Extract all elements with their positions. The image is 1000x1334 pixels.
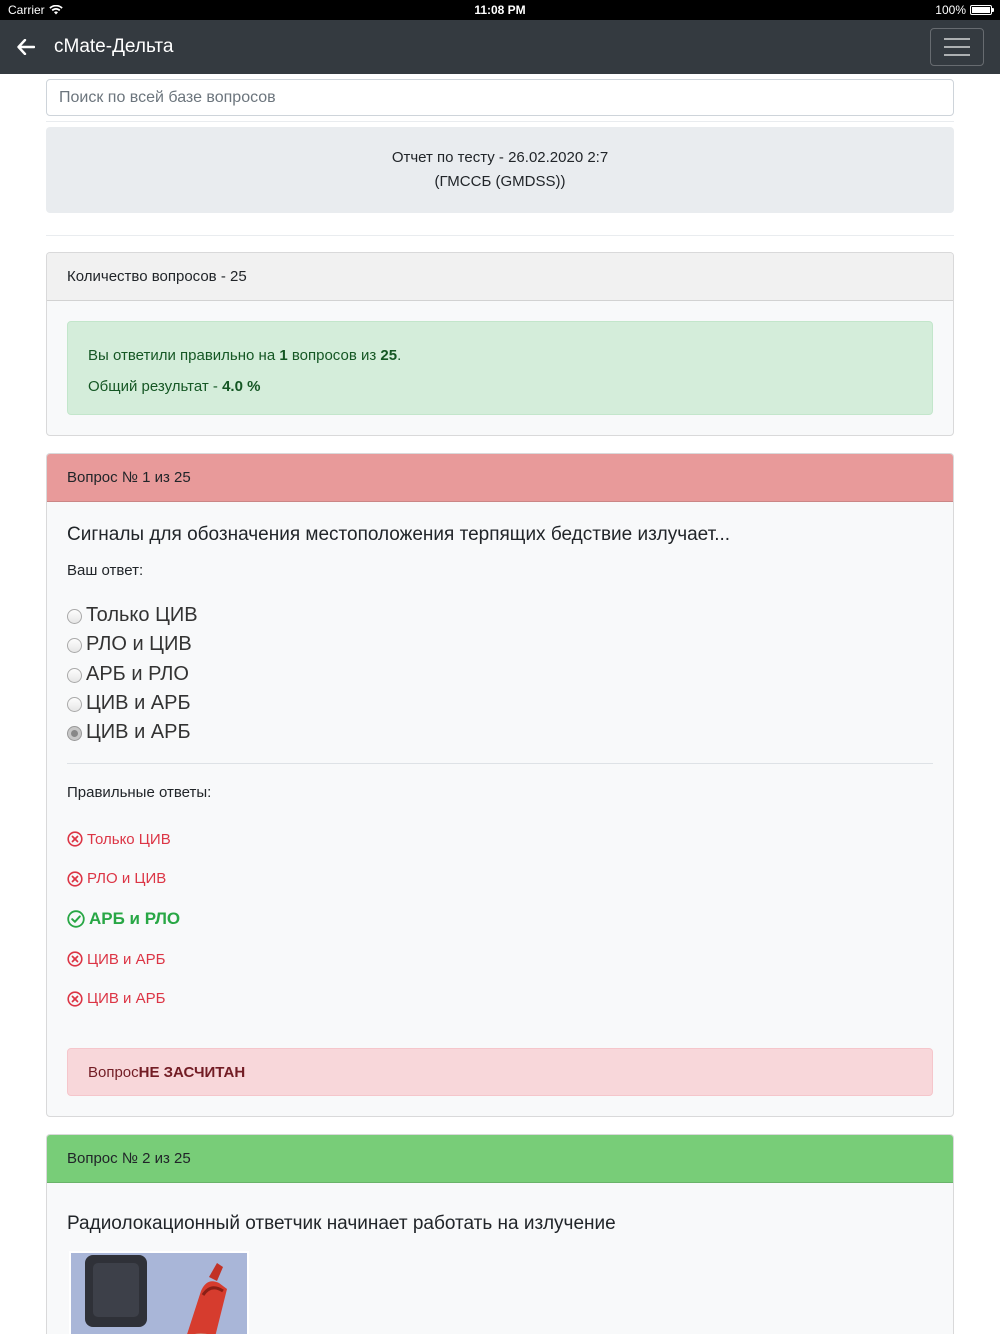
transponder-picture [71, 1253, 249, 1334]
arrow-left-icon [17, 39, 35, 55]
answer-result [67, 939, 933, 979]
answered-prefix: Вы ответили правильно на [88, 347, 280, 364]
question-body [47, 502, 953, 1116]
result-line [88, 371, 912, 402]
question-header: Вопрос № 1 из 25 [47, 454, 953, 502]
report-banner [46, 127, 954, 213]
answer-label: АРБ и РЛО [89, 908, 181, 928]
option-label: Только ЦИВ [86, 604, 198, 627]
battery-icon [970, 5, 992, 15]
app-title: cMate-Дельта [54, 36, 174, 57]
divider [46, 235, 954, 236]
battery-indicator [935, 3, 992, 17]
result-alert [67, 321, 933, 415]
verdict-value: НЕ ЗАСЧИТАН [138, 1063, 246, 1081]
verdict-alert [67, 1048, 933, 1096]
summary-card [46, 252, 954, 436]
battery-percent: 100% [935, 3, 966, 17]
question-card [46, 453, 954, 1117]
answer-option[interactable] [67, 630, 933, 659]
answer-option[interactable] [67, 689, 933, 718]
carrier-indicator [8, 3, 63, 17]
answer-result [67, 979, 933, 1019]
menu-toggle-button[interactable] [930, 28, 984, 66]
answered-mid: вопросов из [287, 347, 381, 364]
radio-button-selected[interactable] [67, 726, 82, 741]
back-button[interactable] [12, 33, 40, 61]
answered-suffix: . [397, 347, 402, 364]
top-navbar [0, 20, 1000, 74]
hamburger-icon [944, 38, 970, 40]
answer-option[interactable] [67, 718, 933, 747]
verdict-prefix: Вопрос [88, 1063, 139, 1081]
result-value: 4.0 % [222, 378, 261, 395]
report-title: Отчет по тесту - 26.02.2020 2:7 [391, 149, 609, 166]
check-circle-icon [67, 910, 85, 928]
x-circle-icon [67, 871, 83, 887]
question-body [47, 1183, 953, 1334]
radio-button[interactable] [67, 609, 82, 624]
correct-answers-label: Правильные ответы: [67, 784, 212, 802]
hamburger-icon-bar [944, 54, 970, 56]
option-label: ЦИВ и АРБ [86, 692, 191, 715]
answer-label: ЦИВ и АРБ [87, 950, 166, 968]
answer-result-correct [67, 898, 933, 939]
main-content [0, 74, 1000, 1334]
question-header: Вопрос № 2 из 25 [47, 1135, 953, 1183]
answered-count: 1 [279, 347, 288, 364]
result-prefix: Общий результат - [88, 378, 223, 395]
status-bar [0, 0, 1000, 20]
report-subtitle: (ГМССБ (GMDSS)) [434, 173, 566, 190]
answer-option[interactable] [67, 660, 933, 689]
answered-line [88, 340, 912, 371]
wifi-icon [49, 5, 63, 15]
x-circle-icon [67, 991, 83, 1007]
radio-button[interactable] [67, 668, 82, 683]
question-title: Сигналы для обозначения местоположения терпящих бедствие излучает... [67, 524, 731, 545]
question-image [69, 1251, 249, 1334]
option-label: АРБ и РЛО [86, 662, 189, 685]
correct-answers-list [67, 819, 933, 1018]
carrier-label: Carrier [8, 3, 45, 17]
option-label: РЛО и ЦИВ [86, 633, 192, 656]
clock: 11:08 PM [474, 3, 526, 17]
answer-label: Только ЦИВ [87, 830, 171, 848]
x-circle-icon [67, 831, 83, 847]
answer-result [67, 859, 933, 899]
answered-total: 25 [380, 347, 398, 364]
divider [67, 763, 933, 764]
option-label: ЦИВ и АРБ [86, 721, 191, 744]
summary-body [47, 301, 953, 435]
question-card [46, 1134, 954, 1334]
your-answer-label: Ваш ответ: [67, 562, 144, 579]
x-circle-icon [67, 951, 83, 967]
answer-label: РЛО и ЦИВ [87, 870, 167, 888]
hamburger-icon-bar [944, 46, 970, 48]
radio-button[interactable] [67, 638, 82, 653]
summary-header: Количество вопросов - 25 [47, 253, 953, 301]
answer-options [67, 601, 933, 747]
radio-button[interactable] [67, 697, 82, 712]
divider [46, 121, 954, 122]
answer-label: ЦИВ и АРБ [87, 990, 166, 1008]
search-input[interactable] [46, 79, 954, 116]
answer-result [67, 819, 933, 859]
question-title: Радиолокационный ответчик начинает работать на излучение [67, 1213, 616, 1235]
answer-option[interactable] [67, 601, 933, 630]
